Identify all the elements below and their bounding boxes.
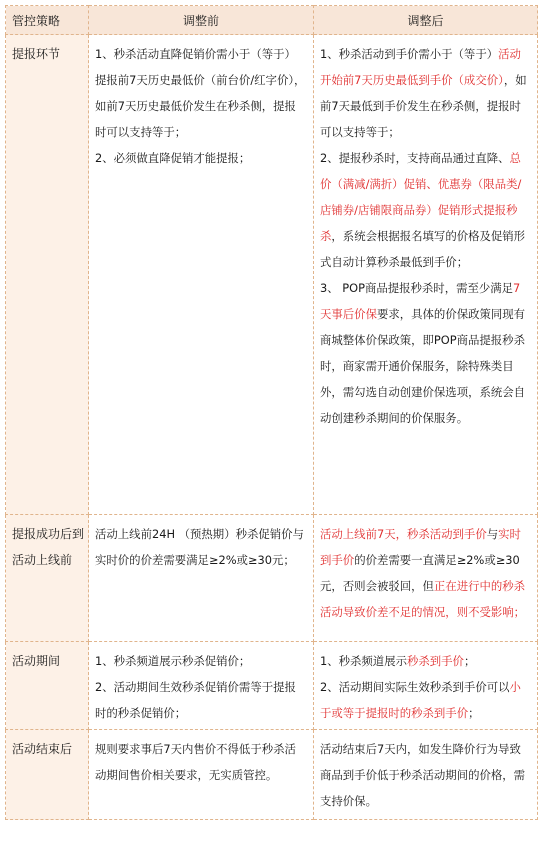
cell-text: ，系统会根据报名填写的价格及促销形式自动计算秒杀最低到手价； bbox=[320, 229, 526, 269]
cell-text: ，如前7天最低到手价发生在秒杀侧，提报时可以支持等于； bbox=[320, 73, 527, 139]
policy-comparison-table bbox=[5, 5, 538, 820]
cell-text: 1、秒杀活动直降促销价需小于（等于）提报前7天历史最低价（前台价/红字价），如前7天历史最低价发生在秒杀侧，提报时可以支持等于； bbox=[95, 47, 306, 139]
cell-paragraph bbox=[320, 145, 531, 275]
header-before: 调整前 bbox=[89, 6, 314, 35]
cell-text: 2、活动期间生效秒杀促销价需等于提报时的秒杀促销价； bbox=[95, 680, 296, 720]
row-label: 提报环节 bbox=[6, 35, 89, 515]
table-row bbox=[6, 515, 538, 642]
header-row bbox=[6, 6, 538, 35]
cell-paragraph bbox=[95, 521, 307, 573]
before-cell bbox=[89, 35, 314, 515]
before-cell bbox=[89, 515, 314, 642]
highlighted-text: 正在进行中的秒杀活动导致价差不足的情况，则不受影响； bbox=[320, 579, 526, 619]
header-strategy: 管控策略 bbox=[6, 6, 89, 35]
before-cell bbox=[89, 642, 314, 730]
cell-text: ； bbox=[463, 654, 476, 668]
after-cell bbox=[314, 642, 538, 730]
cell-paragraph bbox=[95, 41, 307, 145]
after-cell bbox=[314, 730, 538, 820]
highlighted-text: 7天事后价保 bbox=[320, 281, 521, 321]
row-label: 提报成功后到活动上线前 bbox=[6, 515, 89, 642]
after-cell bbox=[314, 35, 538, 515]
cell-text: 2、提报秒杀时，支持商品通过直降、 bbox=[320, 151, 510, 165]
cell-text: 1、秒杀频道展示秒杀促销价； bbox=[95, 654, 251, 668]
cell-text: 1、秒杀活动到手价需小于（等于） bbox=[320, 47, 499, 61]
cell-paragraph bbox=[320, 736, 531, 814]
cell-paragraph bbox=[320, 521, 531, 625]
cell-text: 要求，具体的价保政策同现有商城整体价保政策，即POP商品提报秒杀时，商家需开通价保服务，除特殊类目外，需勾选自动创建价保选项，系统会自动创建秒杀期间的价保服务。 bbox=[320, 307, 526, 425]
cell-text: 活动结束后7天内，如发生降价行为导致商品到手价低于秒杀活动期间的价格，需支持价保。 bbox=[320, 742, 526, 808]
cell-text: 活动上线前24H （预热期）秒杀促销价与实时价的价差需要满足≥2%或≥30元； bbox=[95, 527, 304, 567]
cell-paragraph bbox=[320, 648, 531, 674]
cell-paragraph bbox=[95, 674, 307, 726]
cell-text: ； bbox=[468, 706, 480, 720]
after-cell bbox=[314, 515, 538, 642]
cell-text: 2、活动期间实际生效秒杀到手价可以 bbox=[320, 680, 510, 694]
cell-text: 2、必须做直降促销才能提报； bbox=[95, 151, 251, 165]
cell-text: 的价差需要一直满足≥2%或≥30元，否则会被驳回，但 bbox=[320, 553, 520, 593]
highlighted-text: 总价（满减/满折）促销、优惠券（限品类/店铺券/店铺限商品券）促销形式提报秒杀 bbox=[320, 151, 522, 243]
cell-text: 1、秒杀频道展示 bbox=[320, 654, 407, 668]
highlighted-text: 小于或等于提报时的秒杀到手价 bbox=[320, 680, 521, 720]
cell-paragraph bbox=[320, 674, 531, 726]
highlighted-text: 实时到手价 bbox=[320, 527, 521, 567]
cell-paragraph bbox=[320, 275, 531, 431]
cell-text: 与 bbox=[486, 527, 499, 541]
cell-paragraph bbox=[95, 145, 307, 171]
highlighted-text: 秒杀到手价 bbox=[406, 654, 464, 668]
table-row bbox=[6, 35, 538, 515]
highlighted-text: 活动上线前7天，秒杀活动到手价 bbox=[320, 527, 487, 541]
table-row bbox=[6, 642, 538, 730]
highlighted-text: 活动开始前7天历史最低到手价（成交价） bbox=[320, 47, 521, 87]
row-label: 活动结束后 bbox=[6, 730, 89, 820]
cell-text: 规则要求事后7天内售价不得低于秒杀活动期间售价相关要求，无实质管控。 bbox=[95, 742, 296, 782]
row-label: 活动期间 bbox=[6, 642, 89, 730]
cell-text: 3、 POP商品提报秒杀时，需至少满足 bbox=[320, 281, 514, 295]
cell-paragraph bbox=[95, 736, 307, 788]
table-row bbox=[6, 730, 538, 820]
cell-paragraph bbox=[95, 648, 307, 674]
header-after: 调整后 bbox=[314, 6, 538, 35]
cell-paragraph bbox=[320, 41, 531, 145]
before-cell bbox=[89, 730, 314, 820]
